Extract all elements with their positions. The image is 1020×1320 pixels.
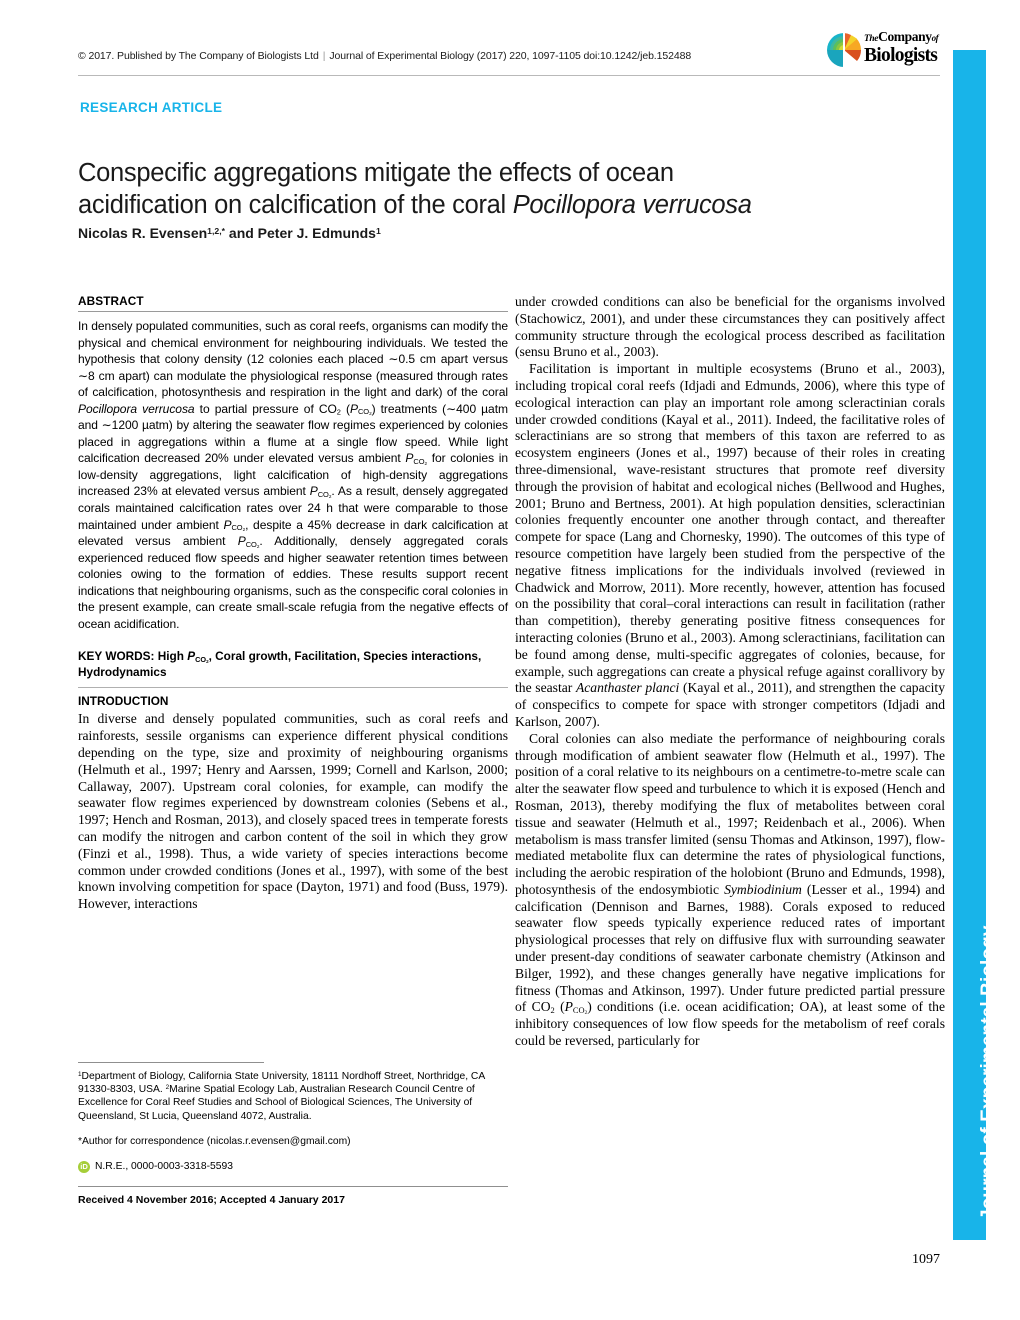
introduction-paragraph-1-continued: under crowded conditions can also be beneficial for the organisms involved (Stachowicz, 2001), and under these circumstances they can positively affect community structure through the ecological process described as facilitation (sensu Bruno et al., 2003).: [515, 294, 945, 360]
page-number: 1097: [912, 1252, 940, 1267]
publisher-wordmark: [864, 30, 938, 65]
article-title-line1: Conspecific aggregations mitigate the effects of ocean: [78, 159, 674, 188]
orcid-line: [78, 1160, 508, 1173]
orcid-identifier: N.R.E., 0000-0003-3318-5593: [95, 1161, 233, 1173]
author-two-affiliation-marks: 1: [375, 225, 381, 236]
journal-spine-label: Journal of Experimental Biology: [978, 925, 999, 1220]
page-title: [78, 157, 878, 221]
introduction-heading: INTRODUCTION: [78, 694, 169, 709]
publisher-the: The: [864, 34, 879, 44]
left-column: [78, 294, 508, 913]
author-one-correspondence-mark: *: [221, 225, 226, 236]
footnotes-block: [78, 1062, 508, 1206]
header-separator: |: [322, 50, 326, 62]
article-title-line2: acidification on calcification of the coral: [78, 191, 513, 220]
header-divider: [78, 75, 940, 76]
article-type-label: RESEARCH ARTICLE: [80, 100, 223, 115]
article-authors: [78, 225, 381, 241]
copyright-text: © 2017. Published by The Company of Biologists Ltd: [78, 50, 319, 62]
footnotes-divider: [78, 1062, 264, 1063]
introduction-paragraph-2: Facilitation is important in multiple ecosystems (Bruno et al., 2003), including tropical coral reefs (Idjadi and Edmunds, 2006), where this type of ecological interaction can play an important role among scleractinian corals under crowded conditions (Kayal et al., 2011). Indeed, the facilitative roles of scleractinians are so strong that members of this taxon are referred to as ecosystem engineers (Jones et al., 1997) because of their roles in creating three-dimensional, wave-resistant structures that promote reef diversity through the provision of habitat and ecological niches (Bellwood and Hughes, 2001; Bruno and Bertness, 2001). At high population densities, scleractinian colonies frequently encounter one another through contact, and thereafter compete for space (Lang and Chornesky, 1990). The outcomes of this type of resource competition have largely been studied from the perspective of the negative fitness implications for the individuals involved (reviewed in Chadwick and Morrow, 2011). More recently, however, attention has focused on the possibility that coral–coral interactions can result in facilitation (rather than competition), thereby generating positive fitness consequences for interacting colonies (Bruno et al., 2003). Among scleractinians, facilitation can be found among dense, multi-specific aggregates of colonies, because, for example, such aggregations can create a physical refuge against corallivory by the seastar Acanthaster planci (Kayal et al., 2011), and strengthen the capacity of conspecifics to compete for space with stronger competitors (Idjadi and Karlson, 2007).: [515, 361, 945, 729]
author-one-affiliation-marks: 1,2,: [207, 225, 222, 236]
keywords-divider: [78, 687, 508, 688]
abstract-divider: [78, 311, 508, 312]
corresponding-author: *Author for correspondence (nicolas.r.evensen@gmail.com): [78, 1135, 351, 1147]
company-of-biologists-mark-icon: [826, 32, 862, 68]
author-affiliations: $^1$Department of Biology, California State University, 18111 Nordhoff Street, Northridge, CA 91330-8303, USA. $^2$Marine Spatial Ecology Lab, Australian Research Council Centre of Excellence for Coral Reef Studies and School of Biological Sciences, The University of Queensland, St Lucia, Queensland 4072, Australia.: [78, 1070, 485, 1122]
publisher-of: of: [931, 33, 939, 43]
citation-text: Journal of Experimental Biology (2017) 220, 1097-1105 doi:10.1242/jeb.152488: [329, 50, 692, 62]
copyright-citation-line: [78, 50, 691, 62]
introduction-paragraph-3: Coral colonies can also mediate the performance of neighbouring corals through modification of ambient seawater flow (Helmuth et al., 1997). The position of a coral relative to its neighbours on a centimetre-to-metre scale can alter the seawater flow speed and turbulence to which it is exposed (Hench and Rosman, 2013), thereby modifying the flux of metabolites between coral tissue and seawater (Helmuth et al., 1997; Reidenbach et al., 2006). When metabolism is mass transfer limited (sensu Thomas and Atkinson, 1997), flow-mediated metabolite flux can determine the rates of physiological functions, including the aerobic respiration of the holobiont (Bruno and Edmunds, 1998), photosynthesis of the endosymbiotic Symbiodinium (Lesser et al., 1994) and calcification (Dennison and Barnes, 1988). Corals exposed to reduced seawater flow speeds typically experience reduced rates of important physiological processes that rely on diffusive flux with surrounding seawater under present-day conditions of seawater carbonate chemistry (Atkinson and Bilger, 1992), and these changes generally have negative implications for fitness (Thomas and Atkinson, 1997). Under future predicted partial pressure of $CO_2$ $(P_{CO_2})$ conditions (i.e. ocean acidification; OA), at least some of the inhibitory consequences of low flow speeds for the metabolism of reef corals could be reversed, particularly for: [515, 730, 945, 1049]
journal-spine: [953, 50, 999, 1240]
introduction-paragraph-1: In diverse and densely populated communities, such as coral reefs and rainforests, sessile organisms can experience different physical conditions depending on the type, size and proximity of neighbouring organisms (Helmuth et al., 1997; Henry and Aarssen, 1999; Cornell and Karlson, 2000; Callaway, 2007). Upstream coral colonies, for example, can modify the seawater flow regimes experienced by downstream colonies (Sebens et al., 1997; Hench and Rosman, 2013), and closely spaced trees in temperate forests can modify the nitrogen and carbon content of the soil in which they grow (Finzi et al., 1998). Thus, a wide variety of species interactions become common under crowded conditions (Jones et al., 1997), with some of the best known involving competition for space (Dayton, 1971) and food (Buss, 1979). However, interactions: [78, 711, 508, 912]
keywords: KEY WORDS: High $P_{CO_2}$, Coral growth, Facilitation, Species interactions, Hydrodynamics: [78, 649, 482, 679]
publisher-company: Company: [878, 29, 932, 44]
author-one: Nicolas R. Evensen: [78, 225, 208, 241]
publisher-logo: [826, 30, 944, 70]
right-column: [515, 294, 945, 1050]
article-title-species: Pocillopora verrucosa: [512, 191, 752, 220]
publisher-biologists: Biologists: [864, 44, 938, 66]
received-accepted-dates: Received 4 November 2016; Accepted 4 January 2017: [78, 1194, 345, 1207]
dates-divider: [78, 1186, 508, 1187]
page-header: [78, 44, 940, 89]
abstract-heading: ABSTRACT: [78, 294, 144, 308]
publisher-wordmark-line1: [864, 30, 938, 45]
orcid-icon[interactable]: iD: [78, 1161, 90, 1173]
author-two: and Peter J. Edmunds: [225, 225, 376, 241]
abstract-body: In densely populated communities, such as coral reefs, organisms can modify the physical and chemical environment for neighbouring individuals. We tested the hypothesis that colony density (12 colonies each placed ∼0.5 cm apart versus ∼8 cm apart) can modulate the physiological response (measured through rates of calcification, photosynthesis and respiration in the light and dark) of the coral Pocillopora verrucosa to partial pressure of $CO_2$ $(P_{CO_2})$ treatments (∼400 µatm and ∼1200 µatm) by altering the seawater flow regimes experienced by colonies placed in aggregations within a flume at a single flow speed. While light calcification decreased 20% under elevated versus ambient $P_{CO_2}$ for colonies in low-density aggregations, light calcification of high-density aggregations increased 23% at elevated versus ambient $P_{CO_2}$. As a result, densely aggregated corals maintained calcification rates over 24 h that were comparable to those maintained under ambient $P_{CO_2}$, despite a 45% decrease in dark calcification at elevated versus ambient $P_{CO_2}$. Additionally, densely aggregated corals experienced reduced flow speeds and higher seawater retention times between colonies owing to the formation of eddies. These results support recent indications that neighbouring organisms, such as the conspecific coral colonies in the present example, can create small-scale refugia from the negative effects of ocean acidification.: [78, 319, 509, 631]
